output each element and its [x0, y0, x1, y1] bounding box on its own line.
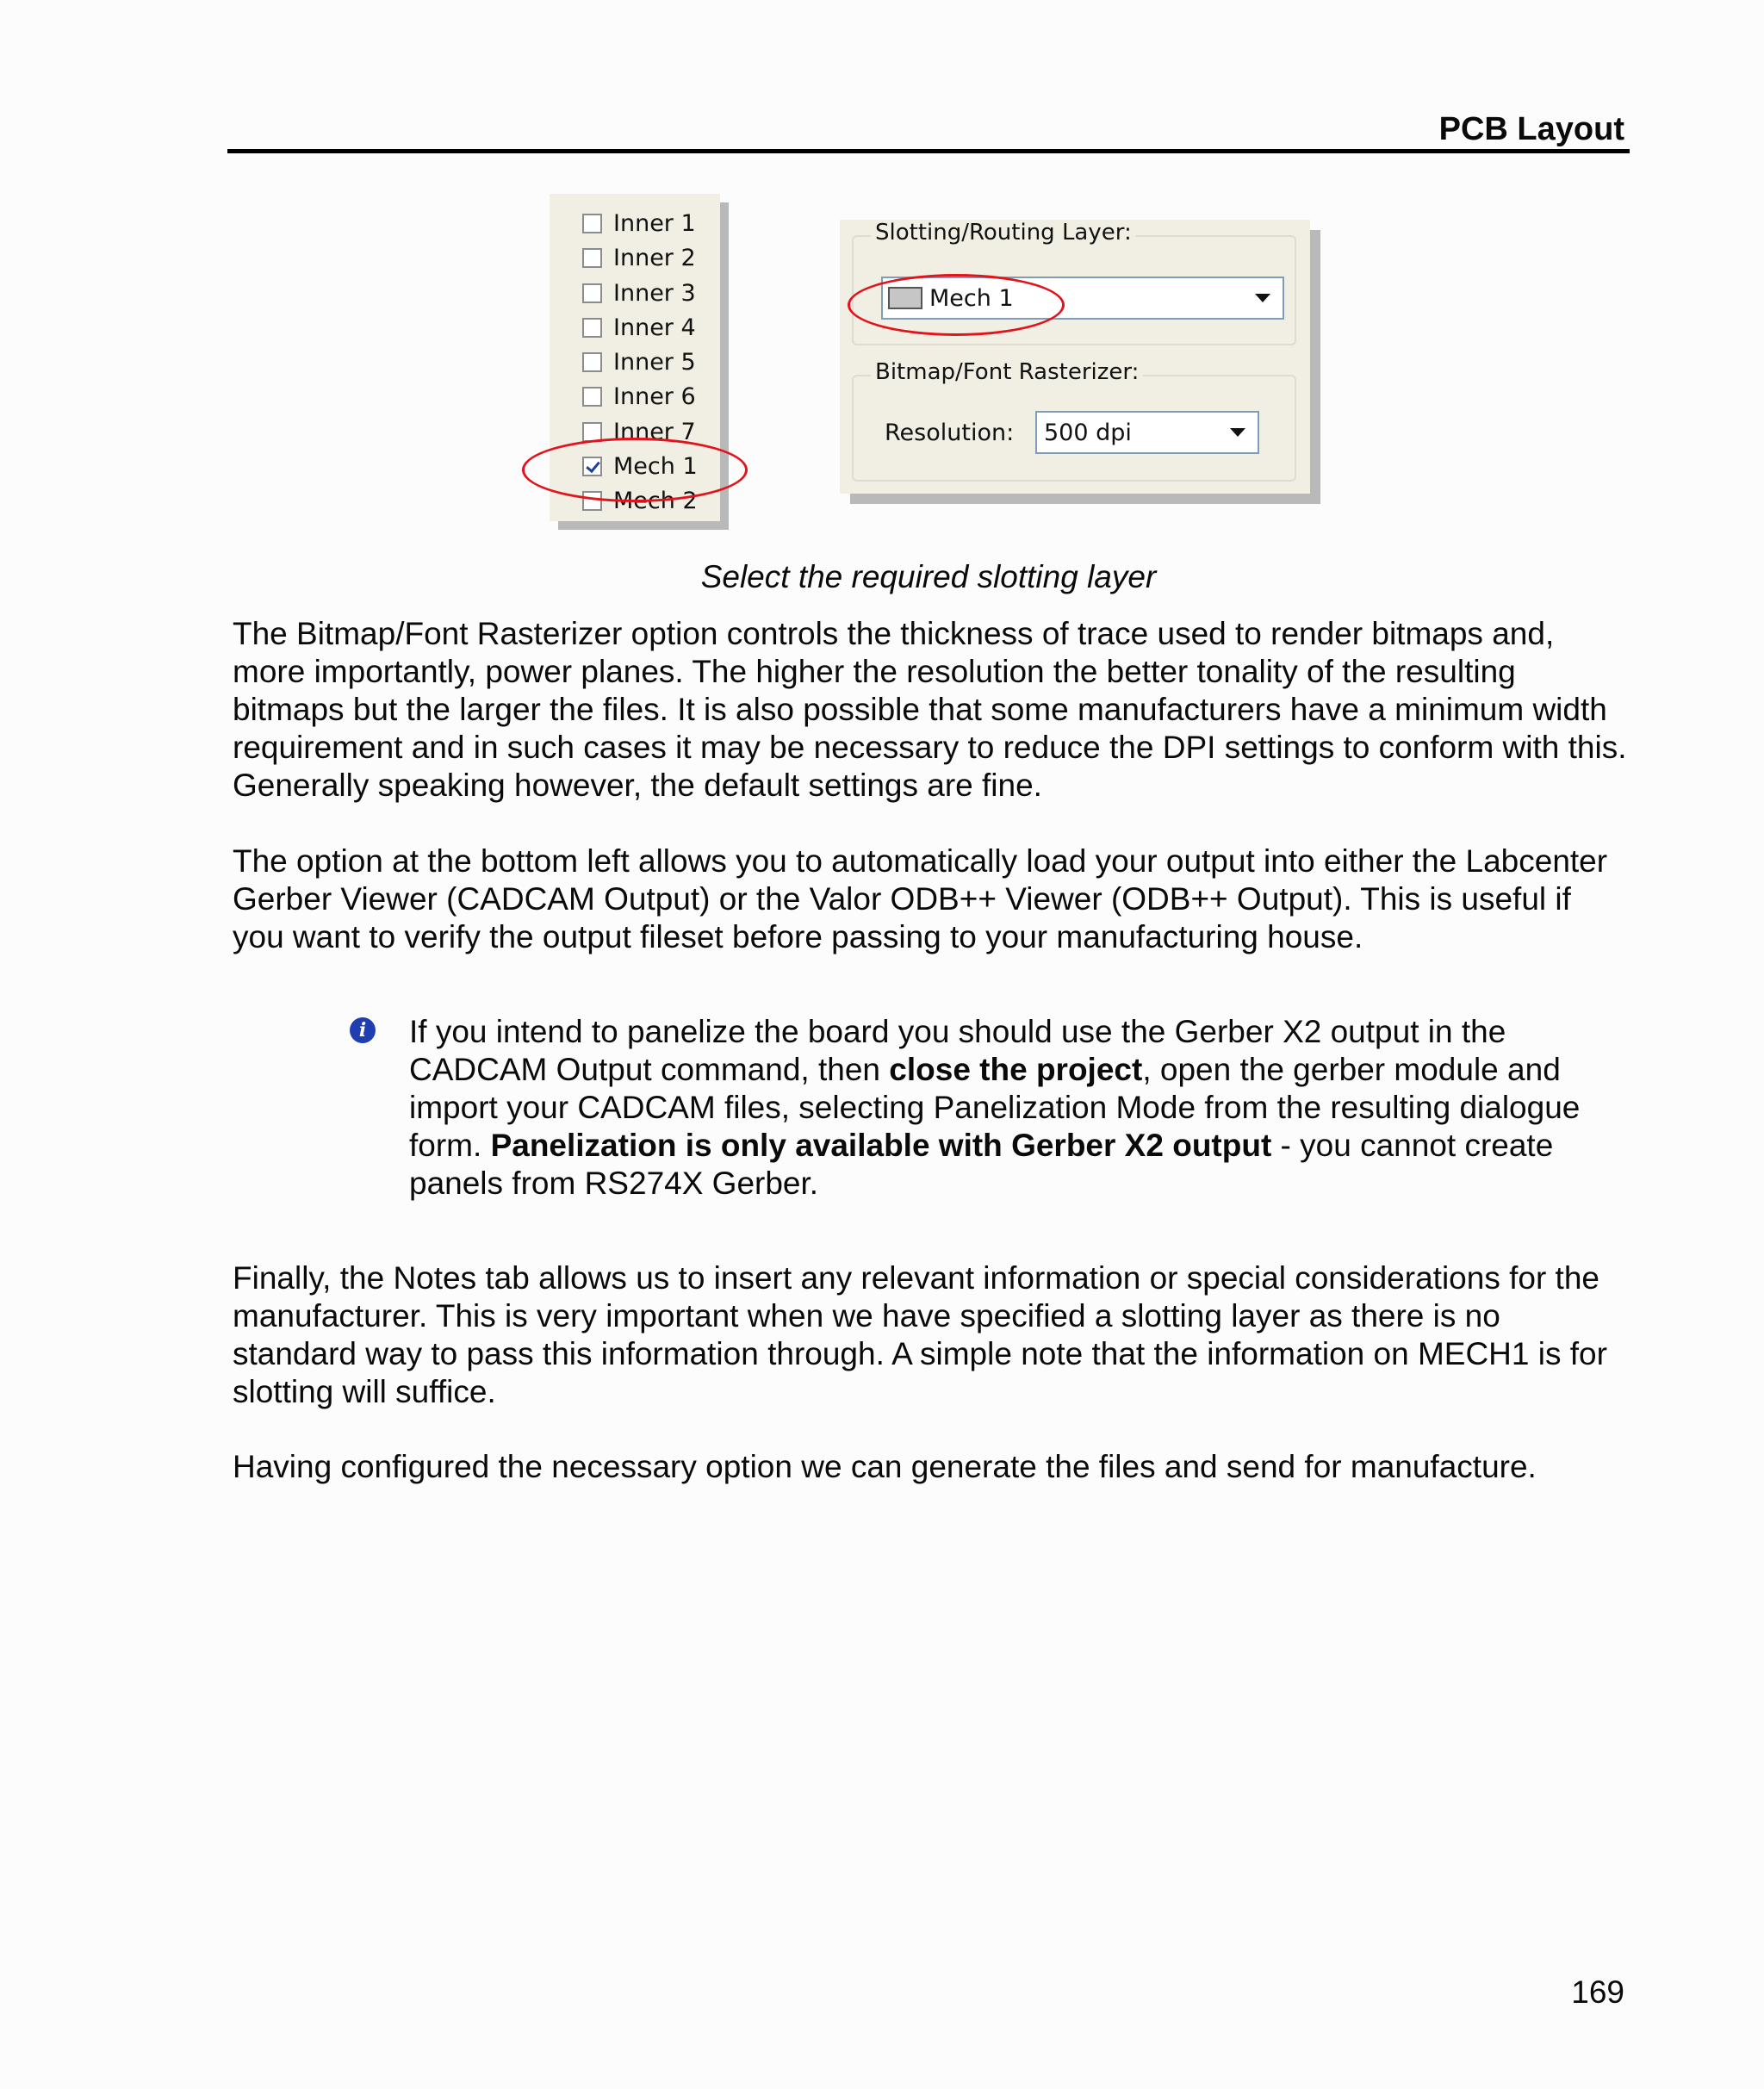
paragraph-rasterizer: The Bitmap/Font Rasterizer option controls the thickness of trace used to render bitmaps and, more importantly, power planes. The higher the resolution the better tonality of the resulting bitmaps but the larger the files. It is also possible that some manufacturers have a minimum width requirement and in such cases it may be necessary to reduce the DPI settings to conform with this. Generally speaking however, the default settings are fine. — [233, 616, 1627, 803]
inner-1-checkbox[interactable] — [582, 214, 602, 233]
inner-4-checkbox[interactable] — [582, 318, 602, 338]
note-text: , open the gerber module and import your CADCAM files, selecting Panelization Mode from the resulting dialogue form. — [409, 1052, 1581, 1163]
layer-label: Mech 2 — [613, 487, 698, 514]
paragraph-notes-tab: Finally, the Notes tab allows us to insert any relevant information or special considerations for the manufacturer. This is very important when we have specified a slotting layer as there is no standard way to pass this information through. A simple note that the information on MECH1 is for slotting will suffice. — [233, 1260, 1607, 1409]
resolution-value: 500 dpi — [1044, 419, 1132, 446]
paragraph-viewer-option: The option at the bottom left allows you to automatically load your output into either the Labcenter Gerber Viewer (CADCAM Output) or the Valor ODB++ Viewer (ODB++ Output). This is useful if you want to verify the output fileset before passing to your manufacturing house. — [233, 843, 1608, 954]
layer-row-inner-2[interactable] — [582, 240, 696, 275]
output-options-panel — [840, 220, 1310, 494]
paragraph-conclusion: Having configured the necessary option we can generate the files and send for manufacture. — [233, 1449, 1537, 1484]
layer-row-inner-4[interactable] — [582, 310, 696, 345]
note-bold-text: Panelization is only available with Gerber X2 output — [490, 1128, 1272, 1163]
note-text: - you cannot create panels from RS274X Gerber. — [409, 1128, 1554, 1201]
inner-5-checkbox[interactable] — [582, 352, 602, 372]
note-text: If you intend to panelize the board you should use the Gerber X2 output in the CADCAM Output command, then — [409, 1014, 1506, 1087]
rasterizer-group-legend: Bitmap/Font Rasterizer: — [871, 359, 1143, 385]
inner-2-checkbox[interactable] — [582, 248, 602, 268]
slotting-layer-value: Mech 1 — [929, 284, 1014, 312]
note-bold-text: close the project — [889, 1052, 1143, 1087]
layer-label: Inner 7 — [613, 418, 696, 445]
header-rule — [227, 149, 1630, 153]
layer-label: Inner 4 — [613, 314, 696, 341]
panelization-note — [409, 1013, 1632, 1203]
layer-row-inner-5[interactable] — [582, 345, 696, 379]
inner-3-checkbox[interactable] — [582, 283, 602, 303]
inner-6-checkbox[interactable] — [582, 387, 602, 407]
resolution-select[interactable] — [1035, 411, 1259, 454]
running-header-title: PCB Layout — [1438, 111, 1624, 147]
layer-row-inner-3[interactable] — [582, 276, 696, 310]
layer-row-inner-1[interactable] — [582, 206, 696, 240]
slotting-group-legend: Slotting/Routing Layer: — [871, 220, 1136, 246]
dropdown-arrow-icon[interactable] — [1230, 428, 1245, 437]
layer-label: Inner 1 — [613, 209, 696, 237]
layer-row-inner-6[interactable] — [582, 379, 696, 413]
layer-label: Inner 2 — [613, 244, 696, 271]
layer-label: Inner 5 — [613, 348, 696, 376]
layer-label: Inner 6 — [613, 382, 696, 410]
info-icon: i — [350, 1017, 376, 1043]
layer-label: Mech 1 — [613, 452, 698, 480]
layer-label: Inner 3 — [613, 279, 696, 307]
slotting-layer-highlight — [848, 274, 1065, 336]
dropdown-arrow-icon[interactable] — [1255, 294, 1270, 302]
figure-caption: Select the required slotting layer — [700, 559, 1157, 594]
mech-1-checkbox-highlight — [522, 438, 748, 502]
resolution-label: Resolution: — [885, 420, 1015, 446]
page-number: 169 — [1571, 1974, 1624, 2010]
